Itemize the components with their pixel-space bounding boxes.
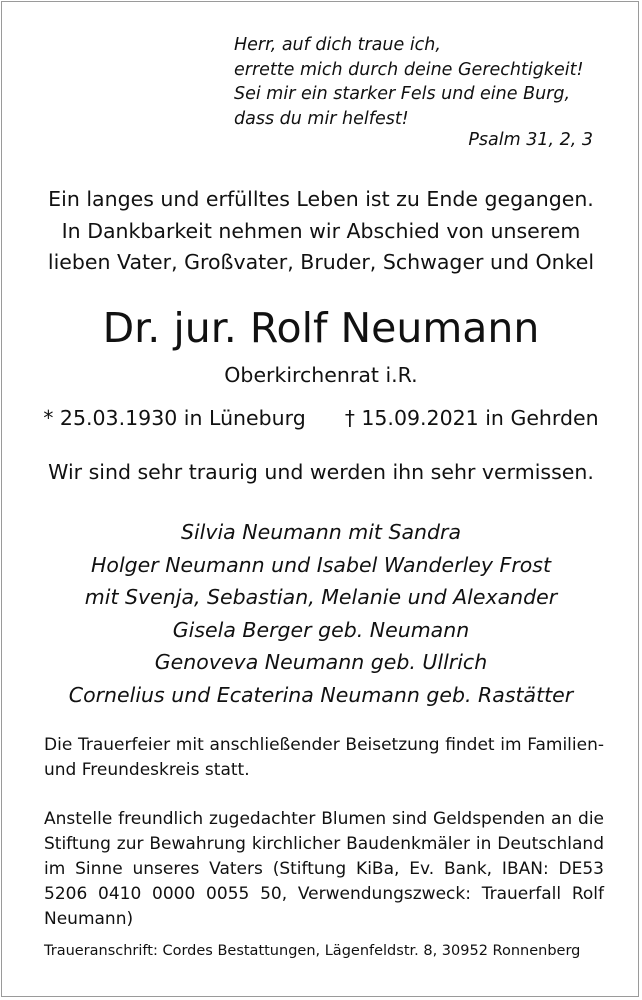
psalm-reference: Psalm 31, 2, 3: [468, 130, 593, 150]
intro-text: [0, 184, 642, 279]
psalm-line: Sei mir ein starker Fels und eine Burg,: [234, 84, 571, 104]
family-line: Genoveva Neumann geb. Ullrich: [154, 650, 488, 674]
birth-star-icon: *: [43, 406, 54, 430]
mourning-address: Traueranschrift: Cordes Bestattungen, Lägenfeldstr. 8, 30952 Ronnenberg: [44, 943, 581, 959]
birth-date: 25.03.1930 in Lüneburg: [59, 406, 306, 430]
intro-line: In Dankbarkeit nehmen wir Abschied von unserem: [61, 218, 581, 243]
donation-notice: Anstelle freundlich zugedachter Blumen sind Geldspenden an die Stiftung zur Bewahrung kirchlicher Baudenkmäler in Deutschland im Sinne unseres Vaters (Stiftung KiBa, Ev. Bank, IBAN: DE53 5206 0410 0000 0055 50, Verwendungszweck: Trauerfall Rolf Neumann): [44, 809, 604, 929]
psalm-line: errette mich durch deine Gerechtigkeit!: [234, 59, 584, 80]
deceased-title: Oberkirchenrat i.R.: [224, 363, 418, 387]
family-line: Cornelius und Ecaterina Neumann geb. Rastätter: [68, 682, 574, 707]
psalm-quote: [234, 33, 583, 131]
family-line: mit Svenja, Sebastian, Melanie und Alexander: [84, 585, 558, 609]
deceased-name: Dr. jur. Rolf Neumann: [102, 304, 540, 352]
intro-line: Ein langes und erfülltes Leben ist zu Ende gegangen.: [48, 187, 594, 211]
family-line: Gisela Berger geb. Neumann: [172, 617, 470, 642]
death-cross-icon: †: [344, 406, 355, 430]
life-dates: [0, 406, 642, 430]
family-line: Holger Neumann und Isabel Wanderley Frost: [90, 552, 552, 577]
intro-line: lieben Vater, Großvater, Bruder, Schwager und Onkel: [47, 250, 595, 274]
family-line: Silvia Neumann mit Sandra: [180, 520, 462, 544]
psalm-line: dass du mir helfest!: [234, 108, 409, 129]
ceremony-notice: Die Trauerfeier mit anschließender Beisetzung findet im Familien- und Freundeskreis statt.: [44, 735, 604, 780]
family-list: [0, 516, 642, 711]
psalm-line: Herr, auf dich traue ich,: [234, 35, 441, 55]
death-date: 15.09.2021 in Gehrden: [361, 406, 599, 430]
mourning-message: Wir sind sehr traurig und werden ihn sehr vermissen.: [48, 460, 594, 484]
